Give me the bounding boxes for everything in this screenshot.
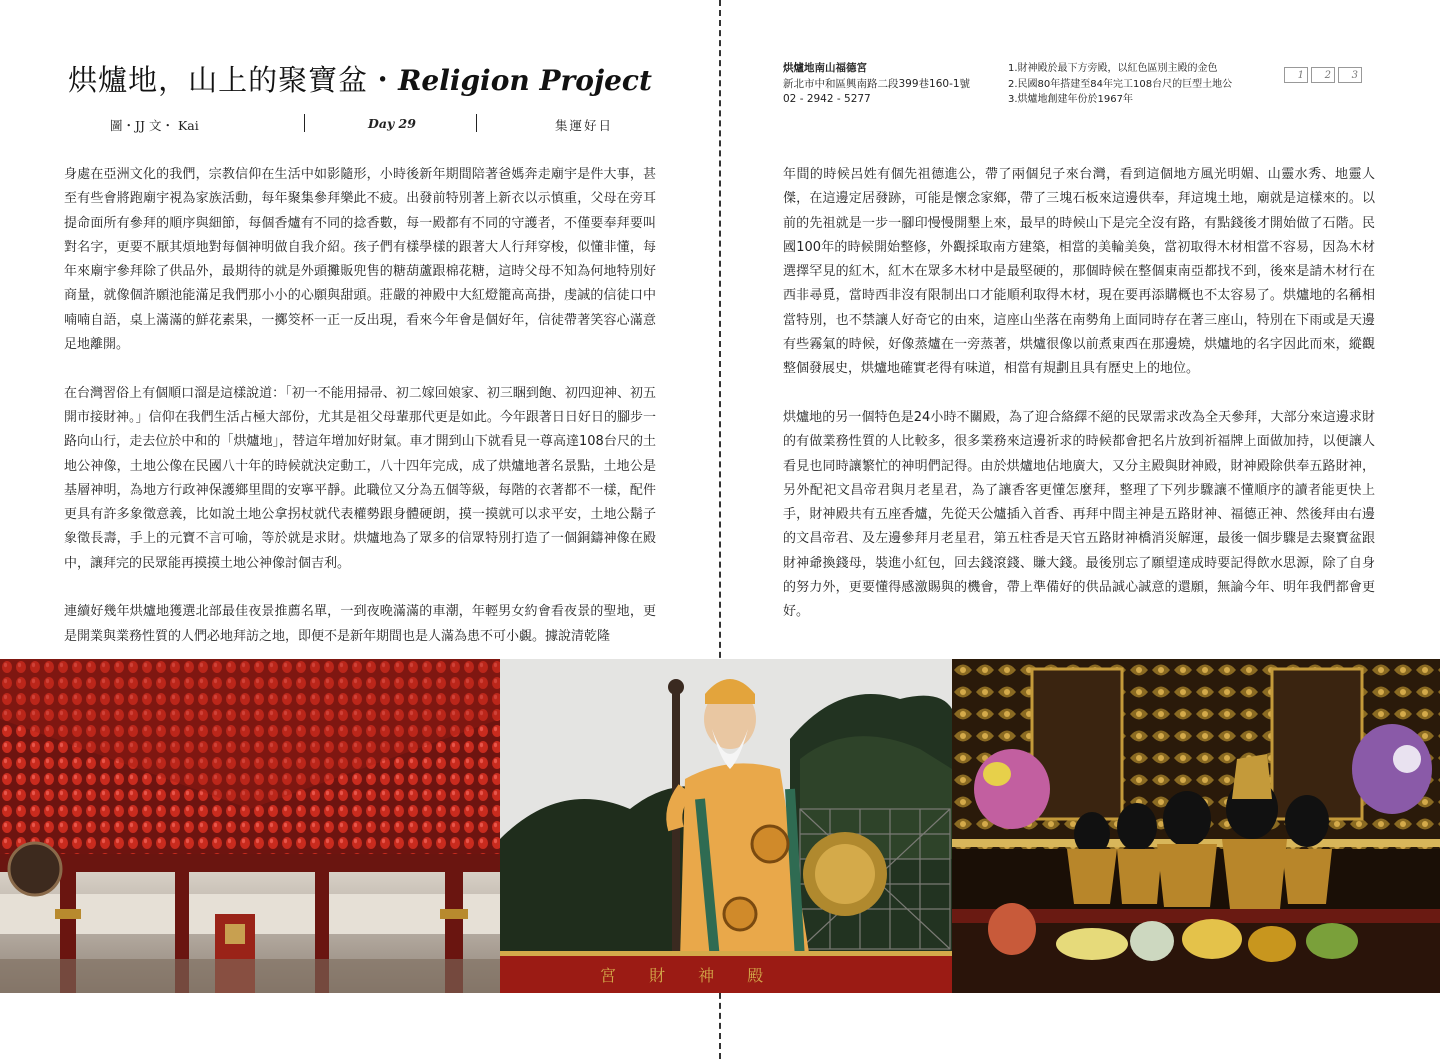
title-english: Religion Project bbox=[398, 64, 652, 97]
photo-golden-altar bbox=[952, 659, 1440, 993]
temple-sign: 宮 財 神 殿 bbox=[600, 966, 778, 985]
temple-info bbox=[783, 61, 970, 108]
day-label: Day 29 bbox=[368, 116, 416, 131]
paragraph: 連續好幾年烘爐地獲選北部最佳夜景推薦名單，一到夜晚滿滿的車潮，年輕男女約會看夜景的聖地，更是開業與業務性質的人們必地拜訪之地，即便不是新年期間也是人滿為患不可小覷。據說清乾隆 bbox=[64, 604, 656, 644]
photo-lantern-ceiling bbox=[0, 659, 500, 993]
note-item: 1.財神殿於最下方旁殿，以紅色區別主殿的金色 bbox=[1008, 63, 1218, 74]
theme-label: 集運好日 bbox=[555, 118, 614, 133]
divider bbox=[476, 114, 477, 132]
divider bbox=[304, 114, 305, 132]
paragraph: 烘爐地的另一個特色是24小時不關殿，為了迎合絡繹不絕的民眾需求改為全天參拜，大部分來這邊求財的有做業務性質的人比較多，很多業務來這邊祈求的時候都會把名片放到祈福牌上面做加持，以便讓人看見也同時讓繁忙的神明們記得。由於烘爐地佔地廣大，又分主殿與財神殿，財神殿除供奉五路財神，另外配祀文昌帝君與月老星君，為了讓香客更懂怎麼拜，整理了下列步驟讓不懂順序的讀者能更快上手，財神殿共有五座香爐，先從天公爐插入首香、再拜中間主神是五路財神、福德正神、然後拜由右邊的文昌帝君、及左邊參拜月老星君，第五柱香是天官五路財神橋消災解運，最後一個步驟是去聚寶盆跟財神爺換錢母，裝進小紅包，回去錢滾錢、賺大錢。最後別忘了願望達成時要記得飲水思源，除了自身的努力外，更要懂得感激賜與的機會，帶上準備好的供品誠心誠意的還願，無論今年、明年我們都會更好。 bbox=[783, 409, 1375, 620]
page-markers bbox=[1284, 63, 1365, 81]
title-chinese: 烘爐地，山上的聚寶盆・ bbox=[68, 63, 399, 97]
page-marker: 1 bbox=[1284, 67, 1308, 83]
page-marker: 3 bbox=[1338, 67, 1362, 83]
page-marker: 2 bbox=[1311, 67, 1335, 83]
note-item: 3.烘爐地創建年份於1967年 bbox=[1008, 94, 1133, 105]
author-credits: 圖・JJ 文・ Kai bbox=[110, 118, 199, 133]
paragraph: 在台灣習俗上有個順口溜是這樣說道：「初一不能用掃帚、初二嫁回娘家、初三睏到飽、初四迎神、初五開市接財神。」信仰在我們生活占極大部份，尤其是祖父母輩那代更是如此。今年跟著日日好日的腳步一路向山行，走去位於中和的「烘爐地」，替這年增加好財氣。車才開到山下就看見一尊高達108台尺的土地公神像，土地公像在民國八十年的時候就決定動工，八十四年完成，成了烘爐地著名景點，土地公是基層神明，為地方行政神保護鄉里間的安寧平靜。此職位又分為五個等級，每階的衣著都不一樣，配件更具有許多象徵意義，比如說土地公拿拐杖就代表權勢跟身體硬朗，摸一摸就可以求平安，土地公鬍子象徵長壽，手上的元寶不言可喻，等於就是求財。烘爐地為了眾多的信眾特別打造了一個銅鑄神像在殿中，讓拜完的民眾能再摸摸土地公神像討個吉利。 bbox=[64, 385, 656, 571]
paragraph: 身處在亞洲文化的我們，宗教信仰在生活中如影隨形，小時後新年期間陪著爸媽奔走廟宇是件大事，甚至有些會將跑廟宇視為家族活動，每年聚集參拜樂此不疲。出發前特別著上新衣以示慎重，父母在旁耳提命面所有參拜的順序與細節，每個香爐有不同的捻香數，每一殿都有不同的守護者，不僅要奉拜要叫對名字，更要不厭其煩地對每個神明做自我介紹。孩子們有樣學樣的跟著大人行拜穿梭，似懂非懂，每年來廟宇參拜除了供品外，最期待的就是外頭攤販兜售的糖葫蘆跟棉花糖，這時父母不知為何地特別好商量，就像個許願池能滿足我們那小小的心願與甜頭。莊嚴的神殿中大紅燈籠高高掛，虔誠的信徒口中喃喃自語，桌上滿滿的鮮花素果，一擲筊杯一正一反出現，看來今年會是個好年，信徒帶著笑容心滿意足地離開。 bbox=[64, 167, 656, 353]
temple-phone: 02 - 2942 - 5277 bbox=[783, 93, 871, 105]
paragraph: 年間的時候呂姓有個先祖德進公，帶了兩個兒子來台灣，看到這個地方風光明媚、山靈水秀、地靈人傑，在這邊定居發跡，可能是懷念家鄉，帶了三塊石板來這邊供奉，拜這塊土地，廟就是這樣來的。以前的先祖就是一步一腳印慢慢開墾上來，最早的時候山下是完全沒有路，有點錢後才開始做了石階。民國100年的時候開始整修，外觀採取南方建築，相當的美輪美奐，當初取得木材相當不容易，因為木材選擇罕見的紅木，紅木在眾多木材中是最堅硬的，那個時候在整個東南亞都找不到，後來是請木材行在西非尋覓，當時西非沒有限制出口才能順利取得木材，現在要再添購概也不太容易了。烘爐地的名稱相當特別，也不禁讓人好奇它的由來，這座山坐落在南勢角上面同時存在著三座山，特別在下雨或是天邊有些霧氣的時候，好像蒸爐在一旁蒸著，烘爐很像以前煮東西在那邊燒，烘爐地的名字因此而來，縱觀整個發展史，烘爐地確實老得有味道，相當有規劃且具有歷史上的地位。 bbox=[783, 167, 1375, 377]
left-article-body bbox=[64, 163, 656, 673]
credits-bar bbox=[60, 114, 660, 136]
notes-list bbox=[1008, 61, 1232, 108]
temple-name: 烘爐地南山福德宮 bbox=[783, 62, 867, 74]
temple-address: 新北市中和區興南路二段399巷160-1號 bbox=[783, 77, 971, 90]
photo-earth-god-statue bbox=[500, 659, 952, 993]
note-item: 2.民國80年搭建至84年完工108台尺的巨型土地公 bbox=[1008, 78, 1233, 90]
right-article-body bbox=[783, 163, 1375, 649]
article-title bbox=[60, 58, 660, 99]
